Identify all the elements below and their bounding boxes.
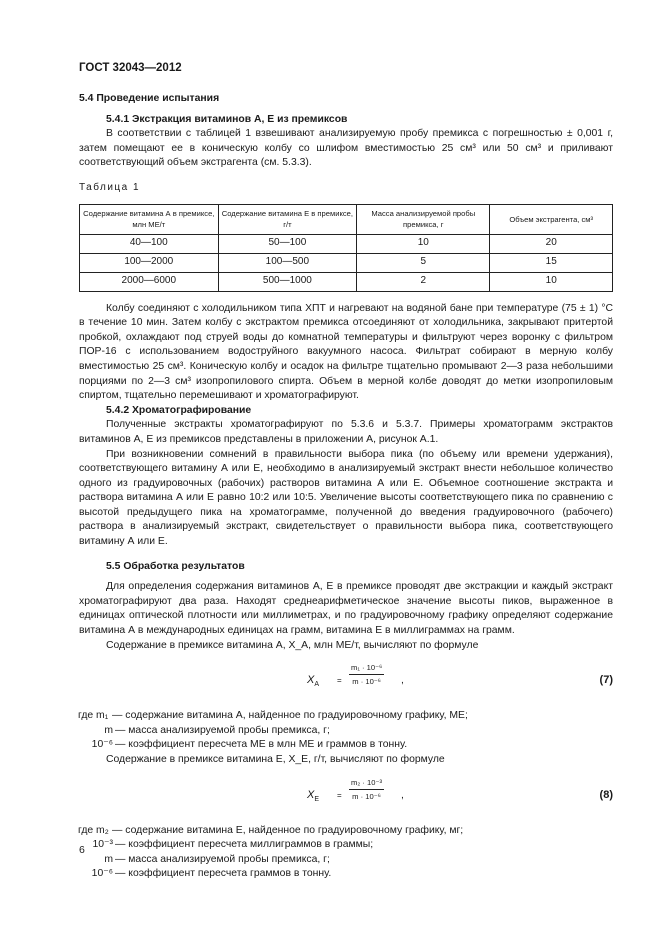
definition-symbol: 10⁻⁶ [91, 739, 113, 751]
fraction [349, 776, 384, 803]
fraction [349, 661, 384, 688]
section-5-4-heading: 5.4 Проведение испытания [79, 93, 220, 104]
table-header-cell: Содержание витамина Е в премиксе, г/т [218, 204, 357, 234]
numerator: m₁ · 10⁻⁶ [349, 661, 384, 675]
formula-lhs: $X_A$ [307, 674, 320, 689]
table-cell: 10 [490, 272, 613, 291]
definition-symbol: 10⁻³ [92, 839, 113, 851]
table-cell: 20 [490, 234, 613, 253]
definition-text: — масса анализируемой пробы премикса, г; [115, 853, 330, 865]
table-cell: 2 [357, 272, 490, 291]
table-cell: 5 [357, 253, 490, 272]
denominator: m · 10⁻⁶ [352, 677, 381, 687]
formula-7-lead: Содержание в премиксе витамина А, X_A, млн МЕ/т, вычисляют по формуле [106, 639, 479, 651]
definition-symbol: 10⁻⁶ [91, 868, 113, 880]
definition-row [79, 709, 613, 724]
formula-7-definitions [79, 709, 613, 753]
table-row [80, 253, 613, 272]
formula-number: (8) [599, 788, 613, 801]
definition-row [79, 724, 613, 739]
definition-row [79, 853, 613, 868]
formula-number: (7) [599, 674, 613, 687]
denominator: m · 10⁻⁶ [352, 791, 381, 801]
definition-row [79, 867, 613, 882]
table-header-cell: Масса анализируемой пробы премикса, г [357, 204, 490, 234]
formula-tail: , [401, 789, 404, 801]
table-cell: 10 [357, 234, 490, 253]
section-5-4-1-paragraph-1: В соответствии с таблицей 1 взвешивают анализируемую пробу премикса с погрешностью ± 0,001 г, затем помещают ее в коническую колбу со шлифом вместимостью 25 см³ или 50 см³ и приливают соответствующий объем экстрагента (см. 5.3.3). [79, 128, 613, 169]
section-5-5-paragraph-1: Для определения содержания витаминов А, Е в премиксе проводят две экстракции и каждый экстракт хроматографируют два раза. Находят среднеарифметическое значение высоты пиков, выраженное в единицах оптической плотности или миллиметрах, и по градуировочному графику определяют содержание витамина А в международных единицах на грамм, витамина Е в миллиграммах на грамм. [79, 581, 613, 637]
formula-7 [79, 659, 613, 703]
definition-text: — коэффициент пересчета граммов в тонну. [115, 868, 332, 880]
definition-row [79, 824, 613, 839]
section-5-4-1-paragraph-2: Колбу соединяют с холодильником типа ХПТ и нагревают на водяной бане при температуре (75 ± 1) °С в течение 10 мин. Затем колбу с экстрактом премикса отсоединяют от холодильника, закрывают притертой пробкой, охлаждают под струей воды до комнатной температуры и фильтруют через воронку с фильтром ПОР-16 с использованием водоструйного вакуумного насоса. Фильтрат собирают в мерную колбу вместимостью 25 см³. Коническую колбу и осадок на фильтре тщательно промывают 2—3 раза небольшими порциями по 2—3 см³ изопропилового спирта. Объем в мерной колбе доводят до метки изопропиловым спиртом, тщательно перемешивают и хроматографируют. [79, 302, 613, 402]
table-header-row [80, 204, 613, 234]
document-body [79, 92, 613, 882]
table-row [80, 234, 613, 253]
definition-row [79, 838, 613, 853]
table-caption: Таблица 1 [79, 181, 141, 193]
definition-symbol: где m₁ [78, 710, 109, 722]
standard-header: ГОСТ 32043—2012 [79, 62, 182, 74]
definition-row [79, 738, 613, 753]
table-cell: 500—1000 [218, 272, 357, 291]
table-cell: 2000—6000 [80, 272, 219, 291]
table-header-cell: Объем экстрагента, см³ [490, 204, 613, 234]
numerator: m₂ · 10⁻³ [349, 776, 384, 790]
section-5-5-heading: 5.5 Обработка результатов [106, 560, 245, 572]
section-5-4-2-paragraph-2: При возникновении сомнений в правильности выбора пика (по объему или времени удержания), соответствующего витамину А или Е, необходимо в анализируемый экстракт внести небольшое количество одного из градуировочных (рабочих) растворов витамина А или Е. Объемное соотношение экстракта и раствора витамина А или Е равно 10:2 или 10:5. Увеличение высоты соответствующего пика по сравнению с высотой предыдущего пика на хроматограмме, полученной до введения градуировочного (рабочего) раствора в анализируемый экстракт, свидетельствует о правильности выбора пика, соответствующего витамину А или Е. [79, 448, 613, 548]
formula-8-definitions [79, 824, 613, 882]
table-cell: 15 [490, 253, 613, 272]
table-row [80, 272, 613, 291]
formula-8 [79, 774, 613, 818]
table-cell: 100—500 [218, 253, 357, 272]
definition-text: — коэффициент пересчета МЕ в млн МЕ и граммов в тонну. [115, 739, 408, 751]
page-number: 6 [79, 844, 85, 856]
section-5-4-1-heading: 5.4.1 Экстракция витаминов А, Е из премиксов [106, 113, 348, 125]
definition-text: — содержание витамина А, найденное по градуировочному графику, МЕ; [112, 710, 468, 722]
definition-text: — содержание витамина Е, найденное по градуировочному графику, мг; [112, 824, 464, 836]
definition-symbol: m [104, 724, 113, 736]
section-5-4-2-heading: 5.4.2 Хроматографирование [106, 404, 252, 416]
definition-symbol: m [104, 853, 113, 865]
table-cell: 50—100 [218, 234, 357, 253]
definition-text: — масса анализируемой пробы премикса, г; [115, 724, 330, 736]
formula-lhs: $X_E$ [307, 788, 320, 803]
section-5-4-2-paragraph-1: Полученные экстракты хроматографируют по 5.3.6 и 5.3.7. Примеры хроматограмм экстрактов витаминов А, Е из премиксов представлены в приложении А, рисунок А.1. [79, 419, 613, 445]
table-cell: 100—2000 [80, 253, 219, 272]
definition-text: — коэффициент пересчета миллиграммов в граммы; [115, 839, 374, 851]
formula-8-lead: Содержание в премиксе витамина Е, X_E, г/т, вычисляют по формуле [106, 754, 445, 765]
equals-sign: = [337, 676, 342, 686]
table-1 [79, 204, 613, 292]
table-cell: 40—100 [80, 234, 219, 253]
definition-symbol: где m₂ [78, 824, 109, 836]
equals-sign: = [337, 790, 342, 800]
formula-tail: , [401, 675, 404, 687]
table-header-cell: Содержание витамина А в премиксе, млн МЕ/т [80, 204, 219, 234]
